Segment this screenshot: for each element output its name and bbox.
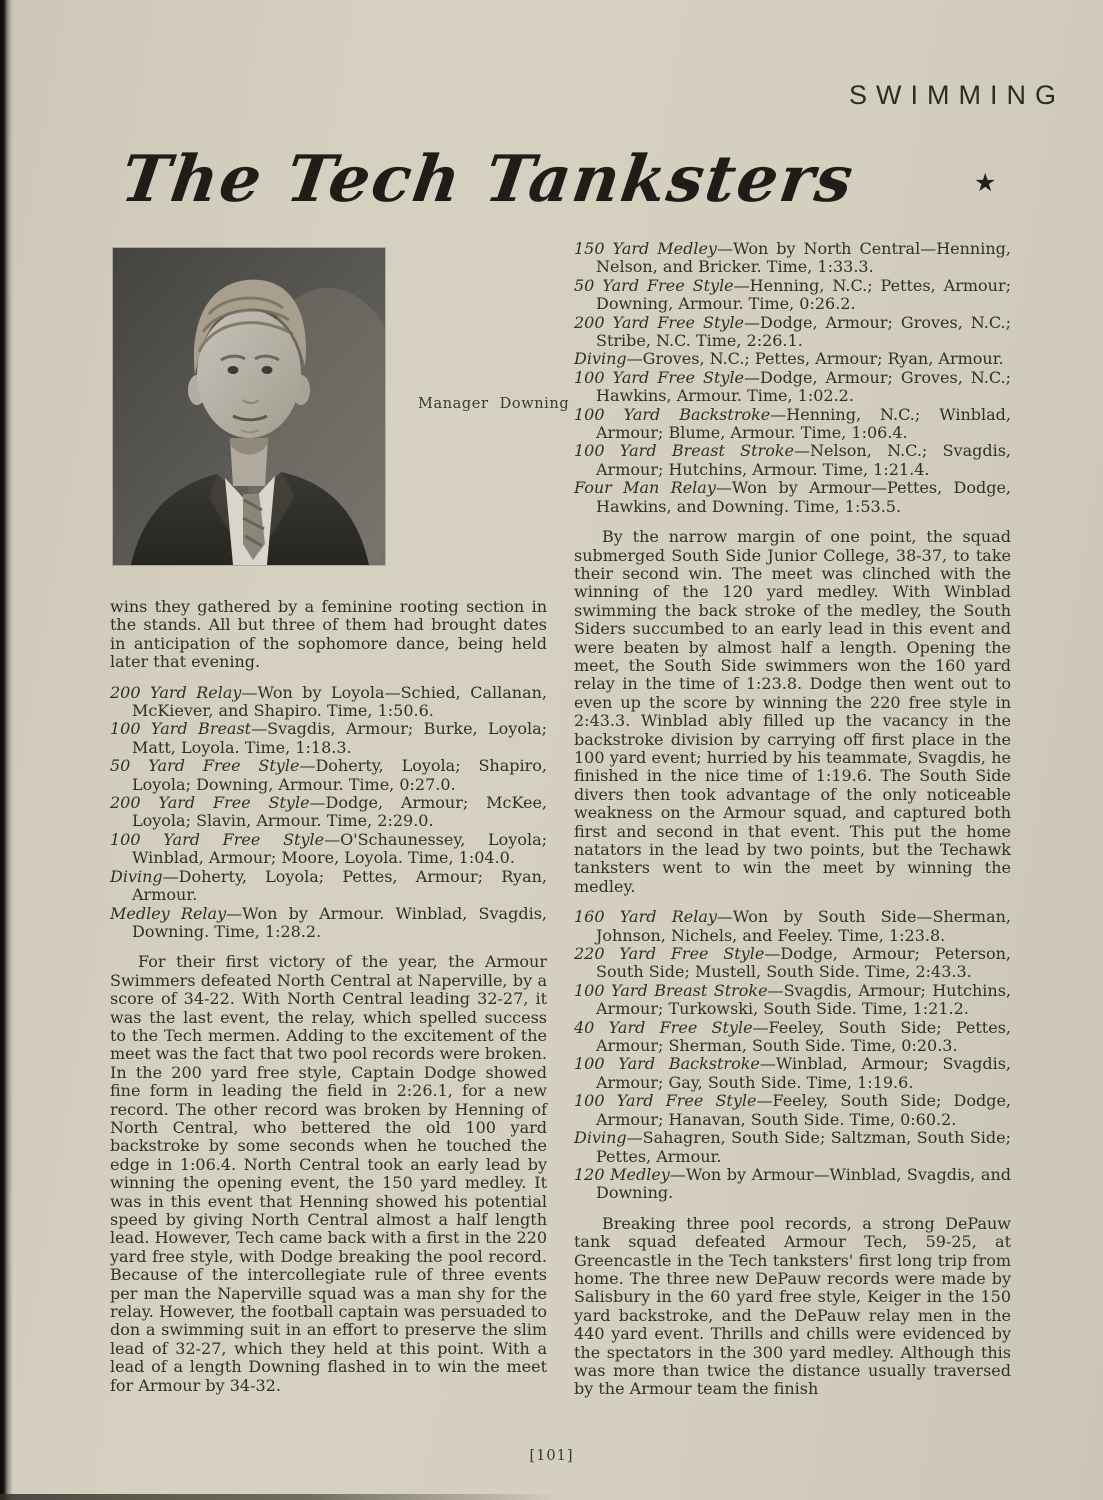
binding-edge — [0, 0, 13, 1500]
event-name: Diving — [574, 1128, 627, 1148]
result-item — [574, 1019, 1011, 1056]
manager-portrait-photo — [113, 248, 385, 565]
result-item — [574, 479, 1011, 516]
section-header: SWIMMING — [849, 80, 1065, 110]
event-detail: —Dodge, Armour; McKee, Loyola; Slavin, Armour. Time, 2:29.0. — [132, 793, 547, 831]
event-name: 50 Yard Free Style — [110, 756, 300, 776]
event-detail: —Feeley, South Side; Pettes, Armour; Sherman, South Side. Time, 0:20.3. — [596, 1017, 1011, 1056]
event-name: 100 Yard Free Style — [110, 829, 325, 849]
result-item — [110, 720, 547, 757]
event-detail: —Won by Armour—Pettes, Dodge, Hawkins, and Downing. Time, 1:53.5. — [596, 478, 1012, 516]
event-name: 120 Medley — [574, 1164, 670, 1184]
event-detail: —Won by Loyola—Schied, Callanan, McKiever, and Shapiro. Time, 1:50.6. — [132, 682, 548, 721]
event-name: 200 Yard Free Style — [110, 793, 310, 813]
result-item — [110, 831, 547, 868]
event-name: 40 Yard Free Style — [574, 1017, 753, 1037]
event-detail: —Groves, N.C.; Pettes, Armour; Ryan, Armour. — [626, 349, 1004, 369]
portrait-illustration — [113, 248, 385, 565]
result-item — [574, 406, 1011, 443]
page-number: [101] — [529, 1448, 574, 1464]
event-detail: —Won by North Central—Henning, Nelson, and Bricker. Time, 1:33.3. — [596, 239, 1011, 277]
event-name: 150 Yard Medley — [574, 239, 717, 258]
event-detail: —O'Schaunessey, Loyola; Winblad, Armour; Moore, Loyola. Time, 1:04.0. — [132, 829, 547, 868]
event-name: Medley Relay — [110, 903, 227, 923]
result-item — [110, 757, 547, 794]
left-column — [110, 598, 547, 1407]
event-name: Diving — [110, 866, 163, 886]
north-central-results-list — [574, 240, 1011, 516]
event-name: 50 Yard Free Style — [574, 275, 734, 295]
event-detail: —Svagdis, Armour; Hutchins, Armour; Turkowski, South Side. Time, 1:21.2. — [596, 980, 1011, 1019]
event-name: 100 Yard Free Style — [574, 367, 745, 387]
result-item — [574, 240, 1011, 277]
event-name: Four Man Relay — [574, 478, 716, 498]
event-name: 100 Yard Breast Stroke — [574, 441, 794, 461]
result-item — [110, 684, 547, 721]
depauw-paragraph: Breaking three pool records, a strong DePauw tank squad defeated Armour Tech, 59-25, at Greencastle in the Tech tanksters' first long trip from home. The three new DePauw records were made by Salisbury in the 60 yard free style, Keiger in the 150 yard backstroke, and the DePauw relay men in the 440 yard event. Thrills and chills were evidenced by the spectators in the 300 yard medley. Although this was more than twice the distance usually traversed by the Armour team the finish — [574, 1213, 1011, 1399]
south-side-results-list — [574, 908, 1011, 1203]
intro-paragraph: wins they gathered by a feminine rooting section in the stands. All but three of them had brought dates in anticipation of the sophomore dance, being held later that evening. — [110, 597, 547, 672]
result-item — [574, 442, 1011, 479]
event-name: 100 Yard Breast — [110, 719, 252, 739]
event-detail: —Winblad, Armour; Svagdis, Armour; Gay, South Side. Time, 1:19.6. — [596, 1054, 1011, 1092]
event-detail: —Henning, N.C.; Pettes, Armour; Downing, Armour. Time, 0:26.2. — [596, 275, 1011, 314]
result-item — [574, 1129, 1011, 1166]
event-detail: —Dodge, Armour; Peterson, South Side; Mustell, South Side. Time, 2:43.3. — [596, 944, 1012, 982]
star-icon: ★ — [974, 168, 997, 197]
event-detail: —Won by Armour. Winblad, Svagdis, Downing. Time, 1:28.2. — [132, 903, 547, 941]
event-detail: —Nelson, N.C.; Svagdis, Armour; Hutchins, Armour. Time, 1:21.4. — [596, 441, 1012, 479]
result-item — [110, 794, 547, 831]
event-detail: —Won by Armour—Winblad, Svagdis, and Downing. — [596, 1164, 1012, 1203]
photo-caption: Manager Downing — [418, 396, 570, 412]
result-item — [574, 1166, 1011, 1203]
result-item — [574, 314, 1011, 351]
event-detail: —Sahagren, South Side; Saltzman, South Side; Pettes, Armour. — [596, 1128, 1011, 1166]
event-detail: —Dodge, Armour; Groves, N.C.; Hawkins, Armour. Time, 1:02.2. — [596, 367, 1011, 406]
result-item — [574, 350, 1011, 368]
event-name: 200 Yard Free Style — [574, 312, 745, 332]
result-item — [574, 1055, 1011, 1092]
event-name: 100 Yard Backstroke — [574, 1054, 760, 1074]
result-item — [574, 982, 1011, 1019]
event-detail: —Won by South Side—Sherman, Johnson, Nichels, and Feeley. Time, 1:23.8. — [596, 907, 1011, 945]
result-item — [574, 1092, 1011, 1129]
event-detail: —Svagdis, Armour; Burke, Loyola; Matt, Loyola. Time, 1:18.3. — [132, 719, 548, 757]
result-item — [574, 945, 1011, 982]
south-side-paragraph: By the narrow margin of one point, the squad submerged South Side Junior College, 38-37, to take their second win. The meet was clinched with the winning of the 120 yard medley. With Winblad swimming the back stroke of the medley, the South Siders succumbed to an early lead in this event and were beaten by almost half a length. Opening the meet, the South Side swimmers won the 160 yard relay in the time of 1:23.8. Dodge then went out to even up the score by winning the 220 free style in 2:43.3. Winblad ably filled up the vacancy in the backstroke division by carrying off first place in the 100 yard event; hurried by his teammate, Svagdis, he finished in the nice time of 1:19.6. The South Side divers then took advantage of the only noticeable weakness on the Armour squad, and captured both first and second in that event. This put the home natators in the lead by two points, but the Techawk tanksters went to win the meet by winning the medley. — [574, 527, 1011, 896]
page-title: The Tech Tanksters — [116, 142, 860, 217]
event-name: 100 Yard Backstroke — [574, 404, 771, 424]
event-name: 100 Yard Free Style — [574, 1091, 757, 1111]
event-detail: —Doherty, Loyola; Shapiro, Loyola; Downing, Armour. Time, 0:27.0. — [132, 756, 547, 794]
result-item — [574, 369, 1011, 406]
right-column — [574, 240, 1011, 1411]
event-detail: —Feeley, South Side; Dodge, Armour; Hanavan, South Side. Time, 0:60.2. — [596, 1091, 1011, 1129]
result-item — [110, 868, 547, 905]
result-item — [574, 277, 1011, 314]
north-central-paragraph: For their first victory of the year, the Armour Swimmers defeated North Central at Naperville, by a score of 34-22. With North Central leading 32-27, it was the last event, the relay, which spelled success to the Tech mermen. Adding to the excitement of the meet was the fact that two pool records were broken. In the 200 yard free style, Captain Dodge showed fine form in leading the field in 2:26.1, for a new record. The other record was broken by Henning of North Central, who bettered the old 100 yard backstroke by some seconds when he touched the edge in 1:06.4. North Central took an early lead by winning the opening event, the 150 yard medley. It was in this event that Henning showed his potential speed by giving North Central almost a half length lead. However, Tech came back with a first in the 220 yard free style, with Dodge breaking the pool record. Because of the intercollegiate rule of three events per man the Naperville squad was a man shy for the relay. However, the football captain was persuaded to don a swimming suit in an effort to preserve the slim lead of 32-27, which they held at this point. With a lead of a length Downing flashed in to win the meet for Armour by 34-32. — [110, 952, 547, 1395]
event-name: 200 Yard Relay — [110, 682, 242, 702]
event-name: 220 Yard Free Style — [574, 944, 765, 964]
event-detail: —Doherty, Loyola; Pettes, Armour; Ryan, Armour. — [132, 866, 547, 905]
event-name: 160 Yard Relay — [574, 907, 717, 927]
result-item — [574, 908, 1011, 945]
event-detail: —Dodge, Armour; Groves, N.C.; Stribe, N.C. Time, 2:26.1. — [596, 312, 1011, 351]
result-item — [110, 905, 547, 942]
event-name: 100 Yard Breast Stroke — [574, 980, 768, 1000]
event-name: Diving — [574, 349, 627, 369]
page-bottom-edge — [0, 1494, 560, 1500]
loyola-results-list — [110, 684, 547, 942]
event-detail: —Henning, N.C.; Winblad, Armour; Blume, Armour. Time, 1:06.4. — [596, 404, 1011, 443]
